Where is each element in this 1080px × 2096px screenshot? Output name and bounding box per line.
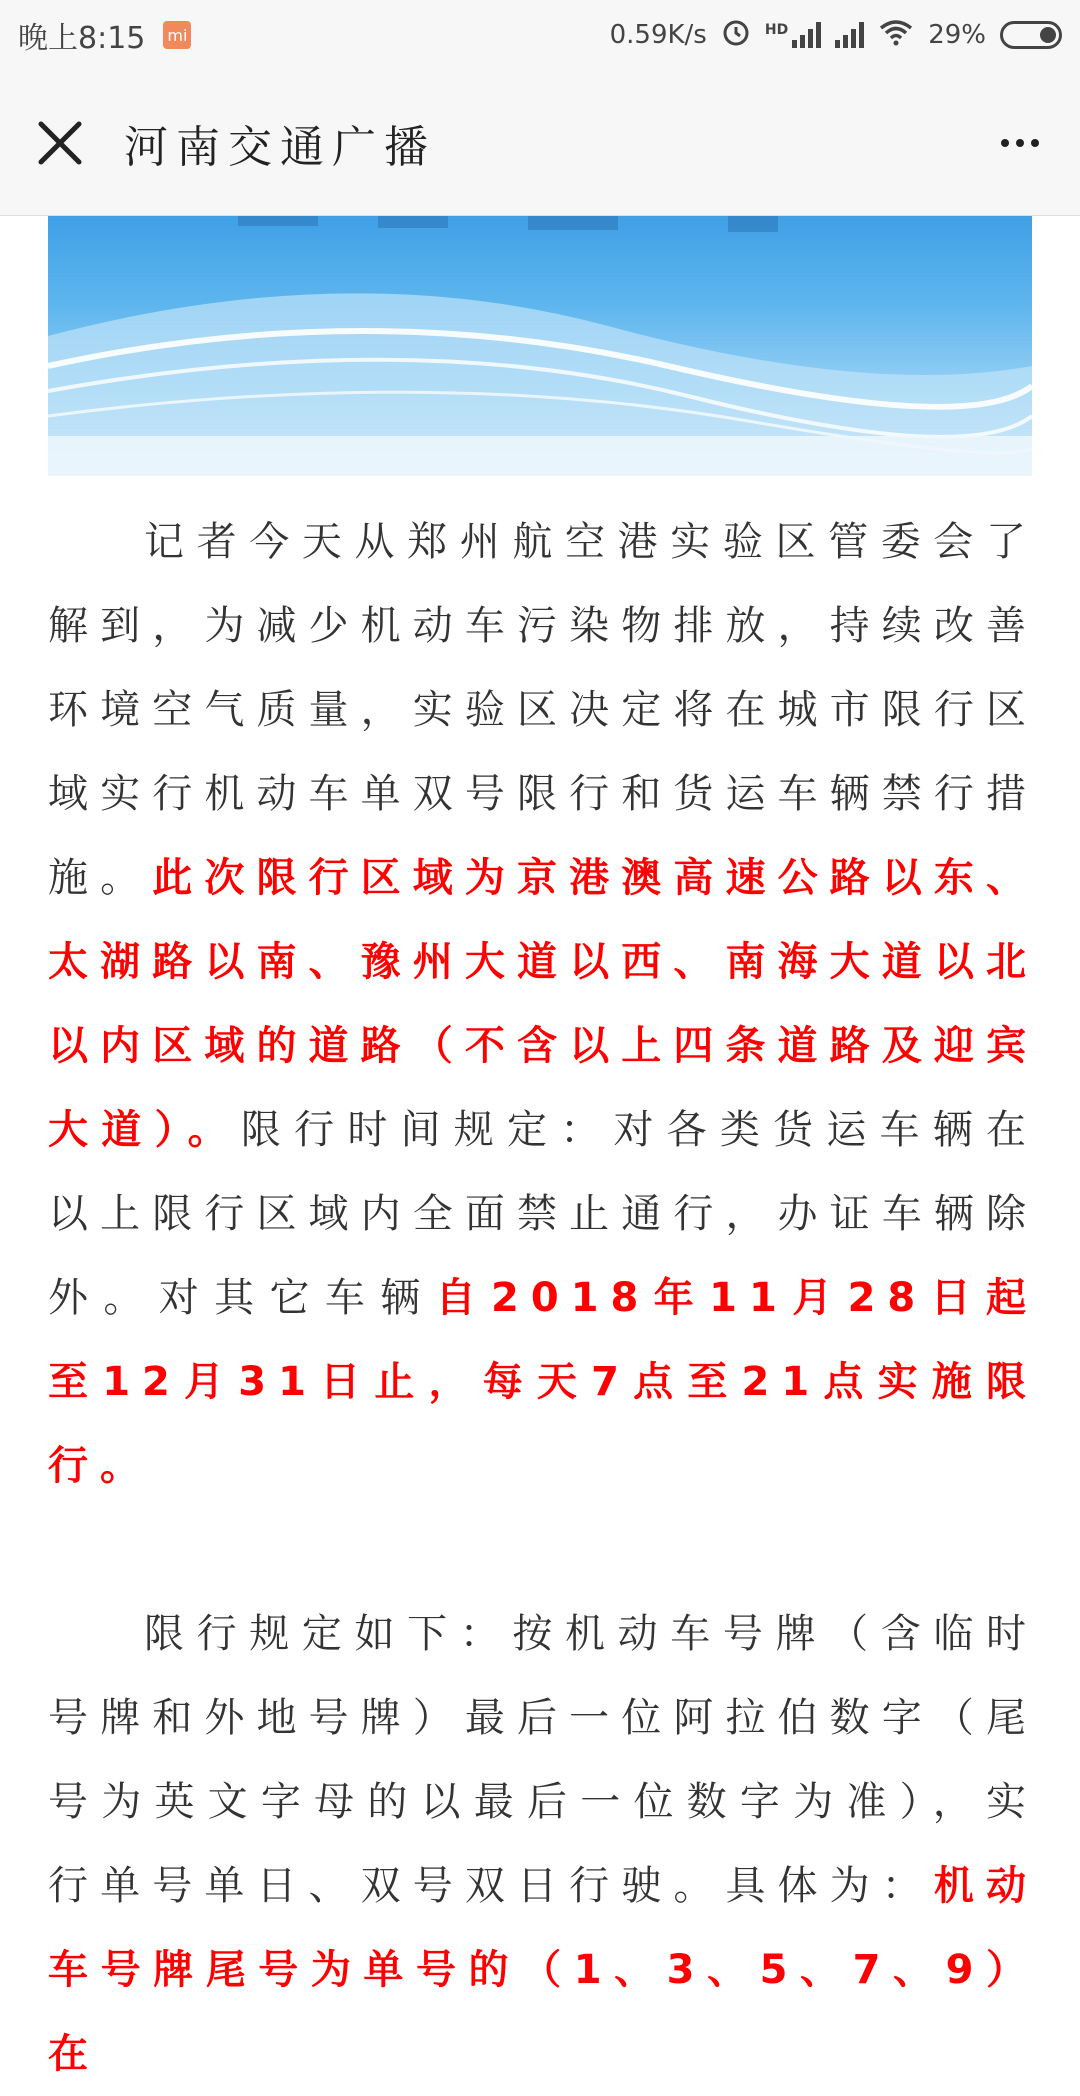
close-button[interactable] <box>0 70 120 216</box>
title-bar <box>0 70 1080 216</box>
article-paragraph: 记者今天从郑州航空港实验区管委会了解到，为减少机动车污染物排放，持续改善环境空气质量，实验区决定将在城市限行区域实行机动车单双号限行和货运车辆禁行措施。此次限行区域为京港澳高速公路以东、太湖路以南、豫州大道以西、南海大道以北以内区域的道路（不含以上四条道路及迎宾大道）。限行时间规定：对各类货运车辆在以上限行区域内全面禁止通行，办证车辆除外。对其它车辆自2018年11月28日起至12月31日止，每天7点至21点实施限行。 <box>48 519 1039 1489</box>
close-icon <box>37 120 83 166</box>
article-banner-image <box>48 216 1032 476</box>
paragraph-spacer <box>48 1508 1038 1592</box>
alarm-icon <box>721 17 751 54</box>
more-options-button[interactable] <box>960 70 1080 216</box>
status-time: 晚上8:15 <box>18 21 146 56</box>
network-speed: 0.59K/s <box>609 20 707 50</box>
article-body <box>48 500 1038 2096</box>
highlight-text: 机动车号牌尾号为单号的（1、3、5、7、9）在 <box>48 1863 1039 2077</box>
page-title: 河南交通广播 <box>124 121 436 173</box>
battery-percent: 29% <box>928 20 986 50</box>
wifi-icon <box>878 18 914 53</box>
battery-icon <box>1000 21 1062 49</box>
mi-notification-icon: mi <box>163 21 191 49</box>
more-dot-icon <box>1001 139 1009 147</box>
status-bar <box>0 0 1080 70</box>
article-paragraph: 限行规定如下：按机动车号牌（含临时号牌和外地号牌）最后一位阿拉伯数字（尾号为英文字母的以最后一位数字为准），实行单号单日、双号双日行驶。具体为：机动车号牌尾号为单号的（1、3、5、7、9）在 <box>48 1611 1039 2077</box>
cell-signal-icon <box>835 22 864 48</box>
hd-signal-icon: HD <box>765 22 821 48</box>
highlight-text: 此次限行区域为京港澳高速公路以东、太湖路以南、豫州大道以西、南海大道以北以内区域的道路（不含以上四条道路及迎宾大道）。 <box>48 855 1039 1153</box>
highlight-text: 自2018年11月28日起至12月31日止，每天7点至21点实施限行。 <box>48 1275 1038 1489</box>
